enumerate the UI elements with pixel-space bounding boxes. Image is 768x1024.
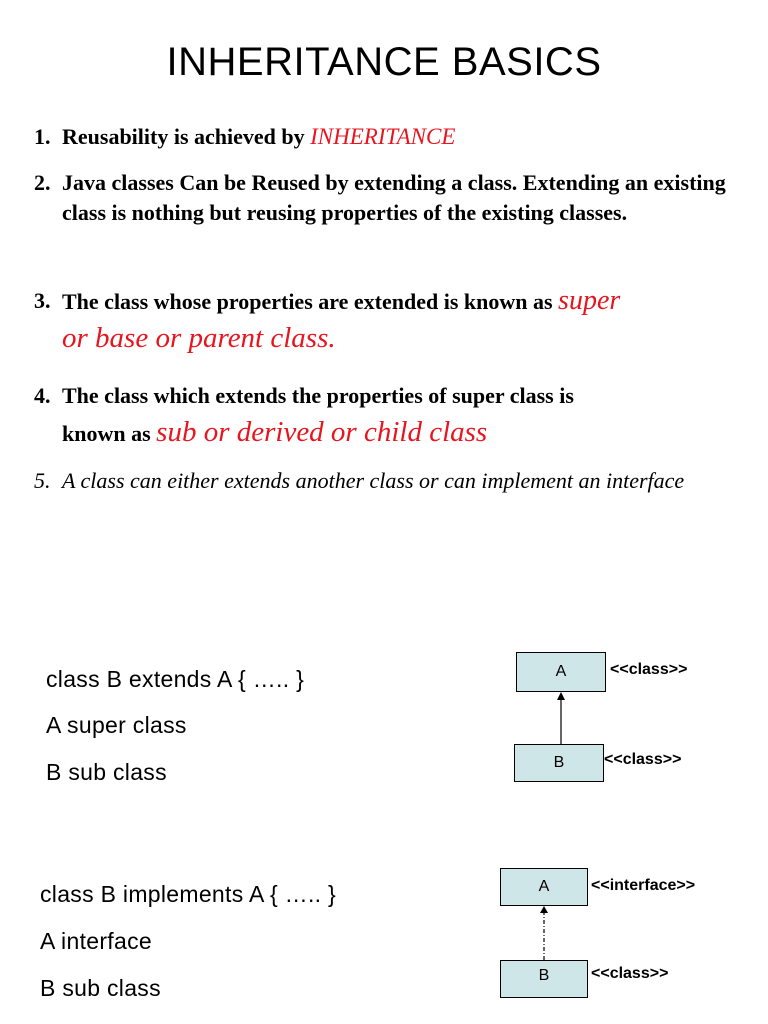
point-number: 1.	[34, 124, 51, 149]
uml-box-b: B	[514, 744, 604, 782]
point-number: 2.	[34, 170, 51, 195]
uml-box-a: A	[516, 652, 606, 692]
point-number: 3.	[34, 288, 51, 313]
highlight-term-super: super	[558, 285, 621, 316]
highlight-term: sub or derived or child class	[156, 416, 488, 448]
example-1-line-3: B sub class	[46, 759, 167, 785]
extends-arrowhead	[557, 692, 565, 700]
highlight-period: .	[328, 322, 336, 354]
point-text: known as	[62, 421, 157, 446]
example-2-code: class B implements A { ….. }	[40, 881, 337, 907]
point-text: Java classes Can be Reused by extending a class. Extending an existing class is nothing but reusing properties of the existing classes.	[62, 170, 726, 225]
point-text: The class which extends the properties of super class is	[62, 383, 574, 408]
uml-box-b: B	[500, 960, 588, 998]
page-title: INHERITANCE BASICS	[166, 40, 602, 84]
uml-stereotype: <<interface>>	[591, 877, 696, 894]
example-2-line-2: A interface	[40, 928, 152, 954]
point-number: 5.	[34, 468, 51, 493]
point-text: Reusability is achieved by	[62, 124, 311, 149]
uml-stereotype: <<class>>	[591, 965, 669, 982]
point-text: The class whose properties are extended is known as	[62, 289, 559, 314]
example-1-line-2: A super class	[46, 712, 187, 738]
example-2-line-3: B sub class	[40, 975, 161, 1001]
highlight-term: INHERITANCE	[310, 124, 456, 149]
implements-arrowhead	[540, 906, 548, 913]
point-number: 4.	[34, 383, 51, 408]
uml-box-a: A	[500, 868, 588, 906]
highlight-term-base: or base or parent class	[62, 322, 329, 354]
example-1-code: class B extends A { ….. }	[46, 666, 305, 692]
uml-stereotype: <<class>>	[604, 751, 682, 768]
uml-stereotype: <<class>>	[610, 661, 688, 678]
point-text: A class can either extends another class or can implement an interface	[62, 468, 685, 493]
